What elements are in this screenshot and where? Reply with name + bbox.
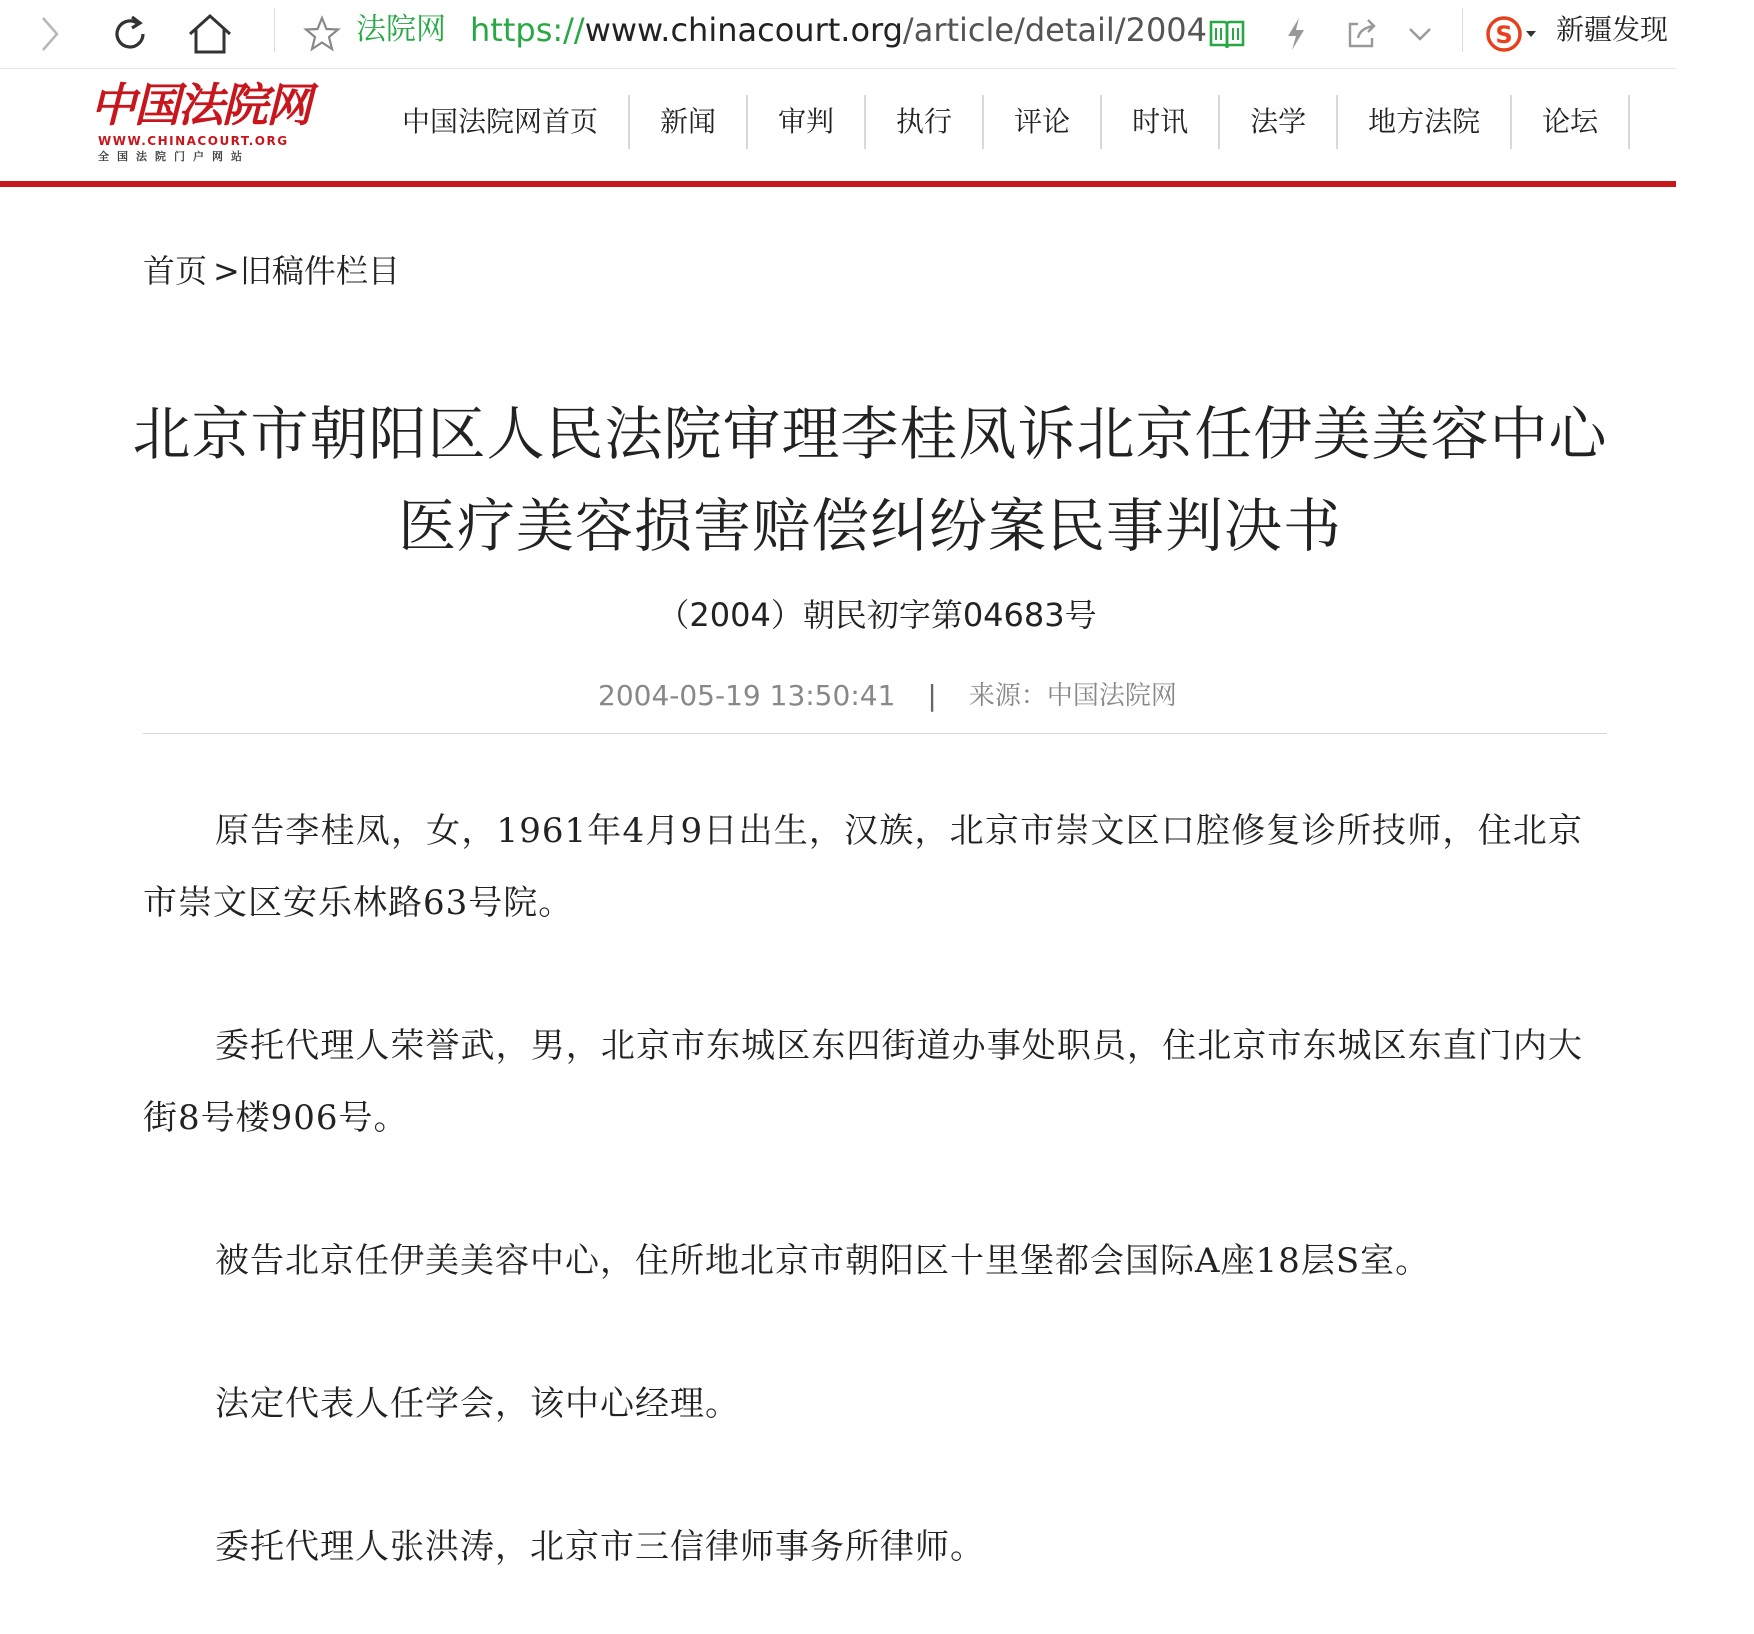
breadcrumb-section[interactable]: >旧稿件栏目: [213, 252, 400, 290]
meta-separator: |: [927, 679, 937, 712]
logo-tagline: 全国法院门户网站: [98, 150, 250, 163]
svg-text:S: S: [1495, 21, 1513, 49]
nav-item-local-courts[interactable]: 地方法院: [1338, 95, 1512, 149]
logo-text: 中国法院网: [90, 78, 310, 132]
article-source: 来源：中国法院网: [968, 681, 1177, 711]
toolbar-divider: [274, 8, 275, 52]
article-title: [120, 388, 1620, 572]
publish-datetime: 2004-05-19 13:50:41: [598, 679, 896, 712]
reader-mode-icon[interactable]: [1205, 6, 1249, 62]
site-label[interactable]: 法院网: [356, 12, 446, 47]
article-title-line: 医疗美容损害赔偿纠纷案民事判决书: [397, 492, 1342, 560]
share-icon[interactable]: [1340, 6, 1384, 62]
reload-icon[interactable]: [104, 6, 156, 62]
toolbar-divider: [1462, 8, 1463, 52]
main-nav: [378, 95, 1630, 149]
article-paragraph: 委托代理人张洪涛，北京市三信律师事务所律师。: [215, 1527, 985, 1567]
logo-domain: WWW.CHINACOURT.ORG: [98, 134, 289, 148]
nav-item-forum[interactable]: 论坛: [1512, 95, 1630, 149]
nav-item-jurisprudence[interactable]: 法学: [1220, 95, 1338, 149]
breadcrumb: [143, 246, 400, 292]
bookmark-star-icon[interactable]: [300, 6, 344, 62]
breadcrumb-home[interactable]: 首页: [143, 252, 208, 290]
article-paragraph: 委托代理人荣誉武，男，北京市东城区东四街道办事处职员，住北京市东城区东直门内大街8号楼906号。: [143, 1026, 1583, 1138]
forward-icon[interactable]: [30, 6, 70, 62]
chevron-down-icon[interactable]: [1400, 6, 1440, 62]
article-paragraph: 法定代表人任学会，该中心经理。: [215, 1384, 740, 1424]
sogou-icon[interactable]: [1482, 6, 1542, 62]
header-divider: [0, 181, 1676, 187]
nav-item-home[interactable]: 中国法院网首页: [378, 95, 630, 149]
case-number: （2004）朝民初字第04683号: [657, 596, 1097, 634]
meta-divider: [143, 733, 1607, 734]
lightning-icon[interactable]: [1276, 6, 1316, 62]
url-host: www.chinacourt.org: [584, 11, 903, 49]
site-logo[interactable]: [90, 77, 310, 173]
article-title-line: 北京市朝阳区人民法院审理李桂凤诉北京任伊美美容中心: [132, 400, 1608, 468]
extension-label[interactable]: 新疆发现: [1556, 13, 1669, 46]
address-bar[interactable]: [470, 0, 1208, 60]
nav-item-trial[interactable]: 审判: [748, 95, 866, 149]
home-icon[interactable]: [184, 6, 236, 62]
browser-toolbar: [0, 0, 1676, 69]
nav-item-news[interactable]: 新闻: [630, 95, 748, 149]
article-paragraph: 原告李桂凤，女，1961年4月9日出生，汉族，北京市崇文区口腔修复诊所技师，住北京市崇文区安乐林路63号院。: [143, 811, 1583, 923]
nav-item-commentary[interactable]: 评论: [984, 95, 1102, 149]
site-header: [0, 69, 1676, 183]
nav-item-bulletin[interactable]: 时讯: [1102, 95, 1220, 149]
nav-item-execution[interactable]: 执行: [866, 95, 984, 149]
article-paragraph: 被告北京任伊美美容中心，住所地北京市朝阳区十里堡都会国际A座18层S室。: [215, 1241, 1431, 1281]
url-scheme: https://: [470, 11, 585, 49]
article-meta: [598, 676, 1177, 716]
url-path: /article/detail/2004: [902, 11, 1208, 49]
